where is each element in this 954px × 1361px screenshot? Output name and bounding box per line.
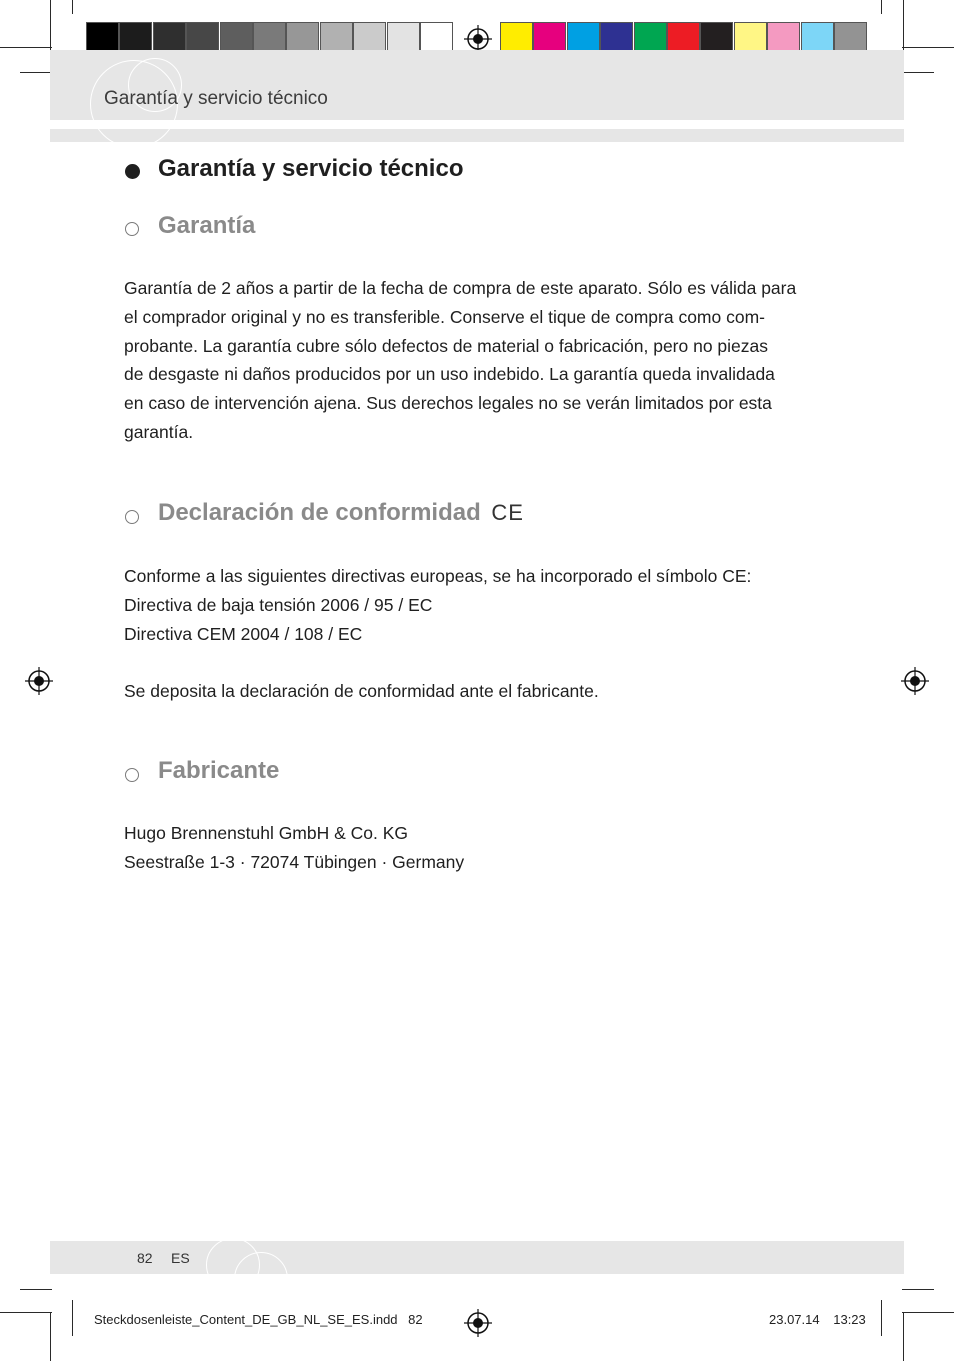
color-swatch <box>353 22 386 53</box>
color-swatch <box>767 22 800 53</box>
manufacturer-address <box>124 819 844 877</box>
text-line: Conforme a las siguientes directivas europeas, se ha incorporado el símbolo CE: <box>124 566 752 586</box>
filled-bullet-icon <box>125 164 140 179</box>
color-swatch <box>186 22 219 53</box>
section-heading-conformity <box>158 499 524 527</box>
color-swatch <box>801 22 834 53</box>
color-swatch <box>634 22 667 53</box>
crop-mark <box>902 47 954 48</box>
section-heading-manufacturer: Fabricante <box>158 757 280 784</box>
color-swatch <box>253 22 286 53</box>
crop-mark <box>903 0 904 50</box>
running-header: Garantía y servicio técnico <box>104 88 328 109</box>
text-line: el comprador original y no es transferible. Conserve el tique de compra como com- <box>124 306 765 327</box>
registration-mark-icon <box>463 1308 493 1338</box>
crop-mark <box>20 72 52 73</box>
color-swatch <box>834 22 867 53</box>
color-swatch <box>420 22 453 53</box>
color-swatch <box>500 22 533 53</box>
crop-mark <box>20 1289 52 1290</box>
header-rule <box>50 129 904 142</box>
open-bullet-icon <box>125 510 139 524</box>
slug-time: 13:23 <box>833 1312 866 1327</box>
text-line: Hugo Brennenstuhl GmbH & Co. KG <box>124 823 409 843</box>
crop-mark <box>902 72 934 73</box>
crop-mark <box>50 1312 51 1361</box>
ce-mark-icon: CE <box>491 500 524 525</box>
crop-mark <box>881 0 882 14</box>
language-code: ES <box>171 1250 190 1266</box>
crop-mark <box>72 1300 73 1336</box>
color-swatch <box>567 22 600 53</box>
page-number: 82 <box>137 1250 153 1266</box>
conformity-note: Se deposita la declaración de conformidad ante el fabricante. <box>124 681 599 701</box>
color-swatch <box>600 22 633 53</box>
crop-mark <box>50 0 51 50</box>
color-swatch <box>667 22 700 53</box>
text-line: probante. La garantía cubre sólo defectos de material o fabricación, pero no piezas <box>124 335 769 356</box>
crop-mark <box>902 1289 934 1290</box>
text-line: Garantía de 2 años a partir de la fecha de compra de este aparato. Sólo es válida para <box>124 278 797 298</box>
color-swatch <box>153 22 186 53</box>
slug-filename <box>94 1312 423 1327</box>
text-line: de desgaste ni daños producidos por un uso indebido. La garantía queda invalidada <box>124 364 775 385</box>
warranty-text <box>124 274 844 447</box>
color-swatch <box>387 22 420 53</box>
text-line: Directiva de baja tensión 2006 / 95 / EC <box>124 594 433 615</box>
crop-mark <box>72 0 73 14</box>
registration-mark-icon <box>24 666 54 696</box>
conformity-text <box>124 562 844 648</box>
slug-file: Steckdosenleiste_Content_DE_GB_NL_SE_ES.indd <box>94 1312 398 1327</box>
color-swatch <box>700 22 733 53</box>
crop-mark <box>881 1300 882 1336</box>
slug-timestamp <box>769 1312 866 1327</box>
text-line: Seestraße 1-3 · 72074 Tübingen · Germany <box>124 851 465 872</box>
crop-mark <box>0 1312 52 1313</box>
open-bullet-icon <box>125 222 139 236</box>
crop-mark <box>903 1312 904 1361</box>
color-swatch <box>119 22 152 53</box>
decorative-circle <box>234 1252 288 1306</box>
page-title: Garantía y servicio técnico <box>158 155 464 182</box>
color-swatch <box>734 22 767 53</box>
color-swatch <box>86 22 119 53</box>
section-heading-conformity-label: Declaración de conformidad <box>158 499 481 526</box>
slug-page: 82 <box>408 1312 423 1327</box>
text-line: garantía. <box>124 421 194 442</box>
color-swatch <box>286 22 319 53</box>
slug-date: 23.07.14 <box>769 1312 820 1327</box>
crop-mark <box>0 47 52 48</box>
color-swatch <box>320 22 353 53</box>
crop-mark <box>902 1312 954 1313</box>
color-swatch <box>220 22 253 53</box>
registration-mark-icon <box>900 666 930 696</box>
text-line: en caso de intervención ajena. Sus derechos legales no se verán limitados por esta <box>124 393 772 414</box>
section-heading-warranty: Garantía <box>158 212 256 239</box>
text-line: Directiva CEM 2004 / 108 / EC <box>124 623 363 644</box>
open-bullet-icon <box>125 768 139 782</box>
color-swatch <box>533 22 566 53</box>
